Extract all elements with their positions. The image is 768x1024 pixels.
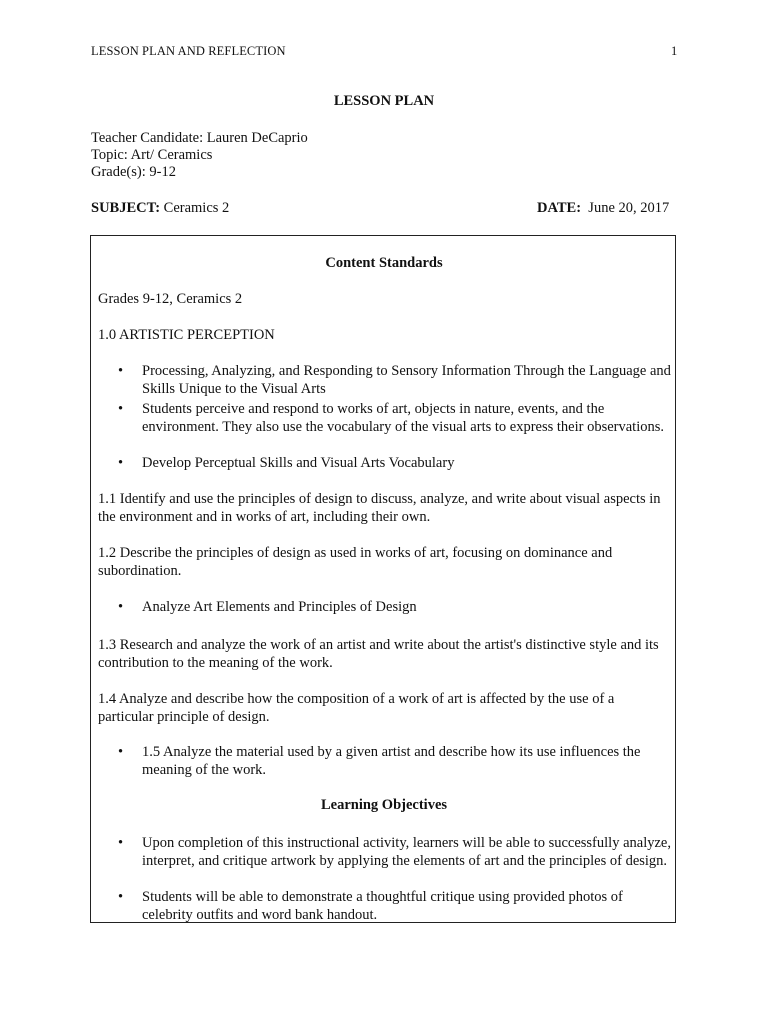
- bullet-dot: •: [118, 835, 124, 851]
- standards-grades-line: Grades 9-12, Ceramics 2: [98, 291, 243, 307]
- list-item: Students perceive and respond to works of art, objects in nature, events, and the environment. They also use the vocabulary of the visual arts to express their observations.: [142, 401, 664, 435]
- subject-line: [91, 200, 229, 217]
- bullet-dot: •: [118, 455, 124, 471]
- standard-1-3: 1.3 Research and analyze the work of an artist and write about the artist's distinctive style and its contribution to the meaning of the work.: [98, 637, 659, 671]
- running-head: LESSON PLAN AND REFLECTION: [91, 44, 286, 58]
- list-item: Analyze Art Elements and Principles of Design: [142, 599, 417, 615]
- bullet-dot: •: [118, 401, 124, 417]
- bullet-dot: •: [118, 363, 124, 379]
- subject-label: SUBJECT:: [91, 200, 161, 216]
- date-value: June 20, 2017: [581, 200, 670, 216]
- topic-line: Topic: Art/ Ceramics: [91, 147, 213, 163]
- list-item: 1.5 Analyze the material used by a given artist and describe how its use influences the meaning of the work.: [142, 744, 641, 778]
- artistic-perception-heading: 1.0 ARTISTIC PERCEPTION: [98, 327, 275, 343]
- list-item: Students will be able to demonstrate a thoughtful critique using provided photos of celebrity outfits and word bank handout.: [142, 889, 623, 923]
- document-title: LESSON PLAN: [333, 93, 435, 109]
- standard-1-2: 1.2 Describe the principles of design as used in works of art, focusing on dominance and subordination.: [98, 545, 613, 579]
- bullet-dot: •: [118, 599, 124, 615]
- grades-line: Grade(s): 9-12: [91, 164, 176, 180]
- list-item: Upon completion of this instructional activity, learners will be able to successfully analyze, interpret, and critique artwork by applying the elements of art and the principles of design.: [142, 835, 671, 869]
- standard-1-1: 1.1 Identify and use the principles of design to discuss, analyze, and write about visual aspects in the environment and in works of art, including their own.: [98, 491, 661, 525]
- teacher-line: Teacher Candidate: Lauren DeCaprio: [91, 130, 308, 146]
- learning-objectives-heading: Learning Objectives: [320, 797, 448, 813]
- standard-1-4: 1.4 Analyze and describe how the composition of a work of art is affected by the use of a particular principle of design.: [98, 691, 615, 725]
- date-label: DATE:: [537, 200, 582, 216]
- list-item: Develop Perceptual Skills and Visual Arts Vocabulary: [142, 455, 455, 471]
- date-line: [537, 200, 669, 217]
- list-item: Processing, Analyzing, and Responding to Sensory Information Through the Language and Skills Unique to the Visual Arts: [142, 363, 671, 397]
- subject-value: Ceramics 2: [160, 200, 230, 216]
- content-standards-heading: Content Standards: [325, 255, 443, 271]
- bullet-dot: •: [118, 889, 124, 905]
- bullet-dot: •: [118, 744, 124, 760]
- page-number: 1: [671, 44, 678, 58]
